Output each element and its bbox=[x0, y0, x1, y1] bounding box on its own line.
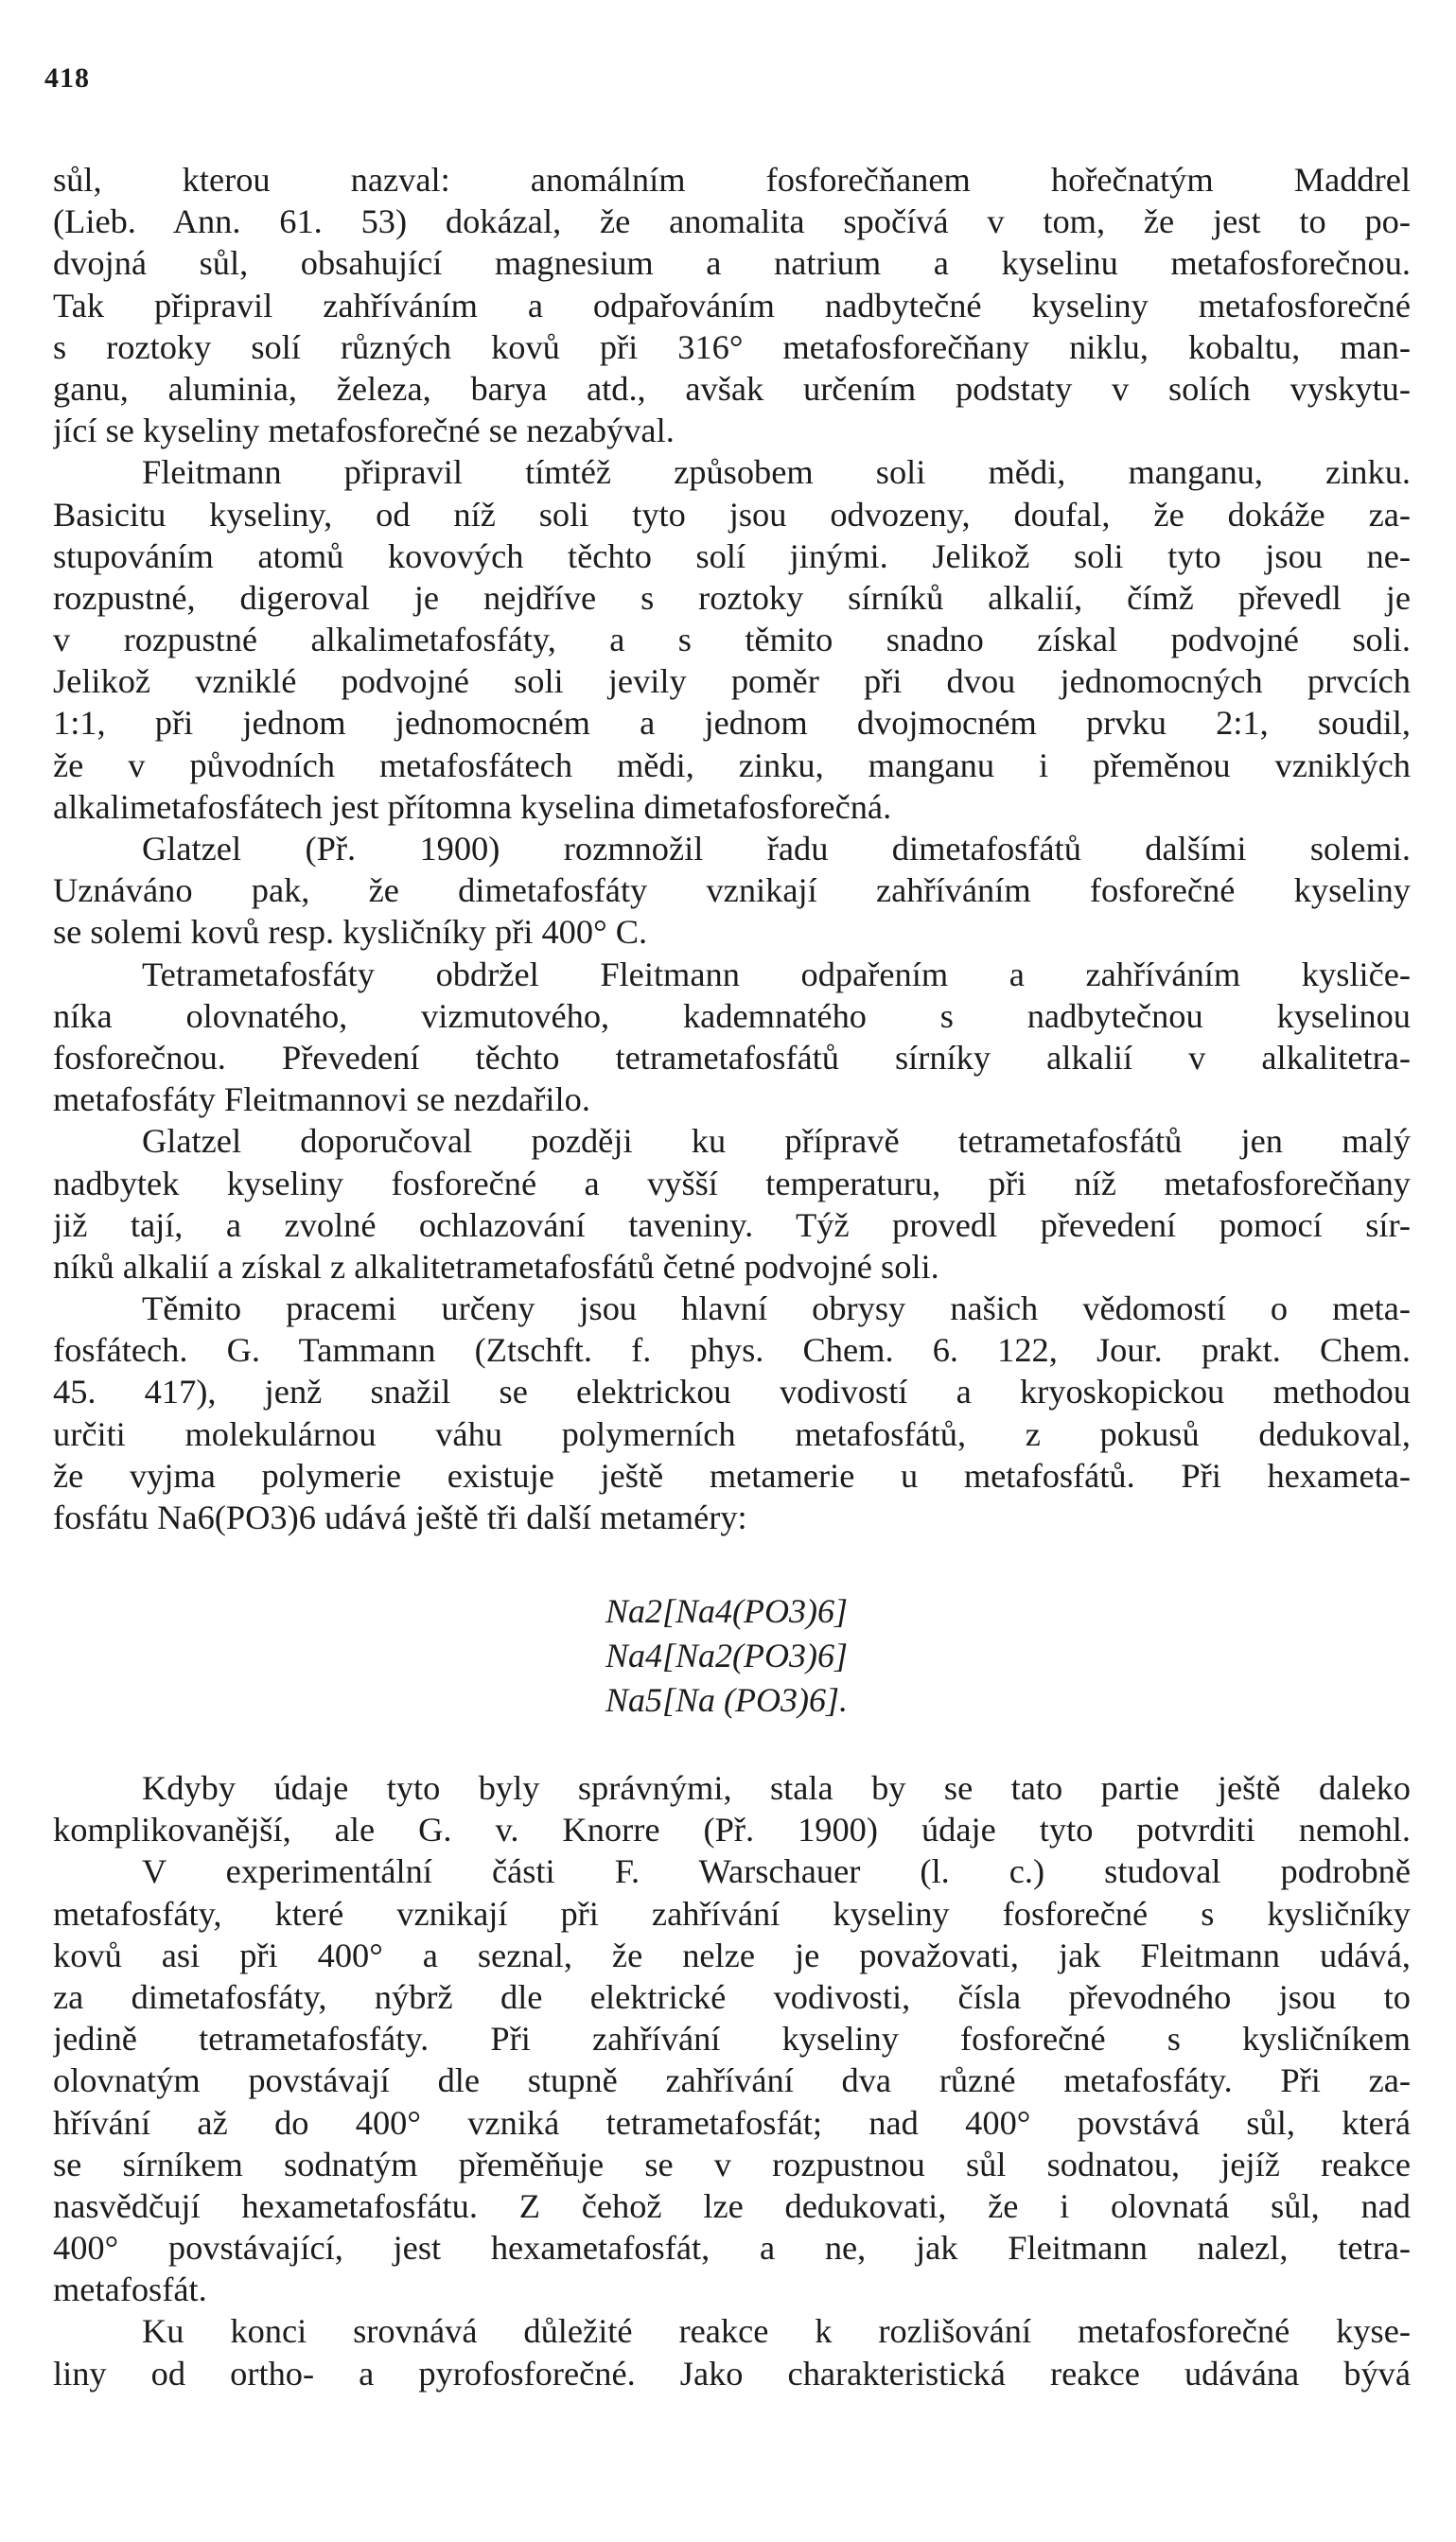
text-line: metafosfáty, které vznikají při zahřívání kyseliny fosforečné s kysličníky bbox=[53, 1894, 1411, 1933]
text-line: jící se kyseliny metafosforečné se nezabýval. bbox=[53, 412, 675, 450]
text-line: metafosfáty Fleitmannovi se nezdařilo. bbox=[53, 1080, 590, 1119]
text-line: Glatzel doporučoval později ku přípravě tetrametafosfátů jen malý bbox=[142, 1122, 1411, 1161]
text-line: Kdyby údaje tyto byly správnými, stala by se tato partie ještě daleko bbox=[142, 1769, 1411, 1807]
body-text-upper bbox=[53, 159, 1411, 1538]
text-line: níků alkalií a získal z alkalitetrametafosfátů četné podvojné soli. bbox=[53, 1247, 939, 1286]
formula-line: Na4[Na2(PO3)6] bbox=[605, 1637, 849, 1674]
text-line: Tak připravil zahříváním a odpařováním nadbytečné kyseliny metafosforečné bbox=[53, 286, 1411, 324]
text-line: již tají, a zvolné ochlazování taveniny. Týž provedl převedení pomocí sír- bbox=[53, 1205, 1411, 1244]
text-line: určiti molekulárnou váhu polymerních metafosfátů, z pokusů dedukoval, bbox=[53, 1414, 1411, 1453]
text-line: fosfátu Na6(PO3)6 udává ještě tři další metaméry: bbox=[53, 1499, 747, 1536]
text-line: hřívání až do 400° vzniká tetrametafosfát; nad 400° povstává sůl, která bbox=[53, 2103, 1411, 2142]
text-line: v rozpustné alkalimetafosfáty, a s těmito snadno získal podvojné soli. bbox=[53, 621, 1411, 659]
text-line: stupováním atomů kovových těchto solí jinými. Jelikož soli tyto jsou ne- bbox=[53, 536, 1411, 575]
text-line: níka olovnatého, vizmutového, kademnatého s nadbytečnou kyselinou bbox=[53, 996, 1411, 1035]
text-line: dvojná sůl, obsahující magnesium a natrium a kyselinu metafosforečnou. bbox=[53, 244, 1411, 283]
text-line: fosfátech. G. Tammann (Ztschft. f. phys. Chem. 6. 122, Jour. prakt. Chem. bbox=[53, 1331, 1411, 1370]
text-line: rozpustné, digeroval je nejdříve s roztoky sírníků alkalií, čímž převedl je bbox=[53, 578, 1411, 617]
text-line: Basicitu kyseliny, od níž soli tyto jsou odvozeny, doufal, že dokáže za- bbox=[53, 495, 1411, 534]
text-line: komplikovanější, ale G. v. Knorre (Př. 1900) údaje tyto potvrditi nemohl. bbox=[53, 1811, 1411, 1850]
text-line: sůl, kterou nazval: anomálním fosforečňanem hořečnatým Maddrel bbox=[53, 161, 1411, 199]
formula-block bbox=[605, 1589, 1003, 1723]
text-line: metafosfát. bbox=[53, 2270, 207, 2309]
text-line: s roztoky solí různých kovů při 316° metafosforečňany niklu, kobaltu, man- bbox=[53, 327, 1411, 366]
text-line: Těmito pracemi určeny jsou hlavní obrysy našich vědomostí o meta- bbox=[142, 1289, 1411, 1328]
text-line: alkalimetafosfátech jest přítomna kyselina dimetafosforečná. bbox=[53, 787, 892, 826]
text-line: liny od ortho- a pyrofosforečné. Jako charakteristická reakce udávána bývá bbox=[53, 2354, 1411, 2393]
text-line: fosforečnou. Převedení těchto tetrametafosfátů sírníky alkalií v alkalitetra- bbox=[53, 1038, 1411, 1077]
text-line: Fleitmann připravil tímtéž způsobem soli mědi, manganu, zinku. bbox=[142, 453, 1411, 492]
text-line: (Lieb. Ann. 61. 53) dokázal, že anomalita spočívá v tom, že jest to po- bbox=[53, 202, 1411, 241]
text-line: Jelikož vzniklé podvojné soli jevily poměr při dvou jednomocných prvcích bbox=[53, 662, 1411, 701]
formula-line: Na5[Na (PO3)6]. bbox=[605, 1681, 849, 1719]
text-line: Tetrametafosfáty obdržel Fleitmann odpařením a zahříváním kysliče- bbox=[142, 955, 1411, 993]
formula-line: Na2[Na4(PO3)6] bbox=[605, 1592, 849, 1630]
text-line: V experimentální části F. Warschauer (l. c.) studoval podrobně bbox=[142, 1852, 1411, 1891]
text-line: 1:1, při jednom jednomocném a jednom dvojmocném prvku 2:1, soudil, bbox=[53, 704, 1411, 743]
text-line: olovnatým povstávají dle stupně zahřívání dva různé metafosfáty. Při za- bbox=[53, 2061, 1411, 2100]
text-line: se sírníkem sodnatým přeměňuje se v rozpustnou sůl sodnatou, jejíž reakce bbox=[53, 2145, 1411, 2183]
text-line: Ku konci srovnává důležité reakce k rozlišování metafosforečné kyse- bbox=[142, 2312, 1411, 2351]
text-line: za dimetafosfáty, nýbrž dle elektrické vodivosti, čísla převodného jsou to bbox=[53, 1977, 1411, 2016]
text-line: nasvědčují hexametafosfátu. Z čehož lze dedukovati, že i olovnatá sůl, nad bbox=[53, 2186, 1411, 2225]
text-line: že v původních metafosfátech mědi, zinku, manganu i přeměnou vzniklých bbox=[53, 745, 1411, 784]
body-text-lower bbox=[53, 1767, 1411, 2394]
text-line: se solemi kovů resp. kysličníky při 400° C. bbox=[53, 913, 648, 952]
page-number: 418 bbox=[44, 62, 90, 94]
text-line: ganu, aluminia, železa, barya atd., avšak určením podstaty v solích vyskytu- bbox=[53, 369, 1411, 408]
text-line: 400° povstávající, jest hexametafosfát, a ne, jak Fleitmann nalezl, tetra- bbox=[53, 2229, 1411, 2268]
text-line: 45. 417), jenž snažil se elektrickou vodivostí a kryoskopickou methodou bbox=[53, 1373, 1411, 1411]
text-line: kovů asi při 400° a seznal, že nelze je považovati, jak Fleitmann udává, bbox=[53, 1936, 1411, 1974]
text-line: že vyjma polymerie existuje ještě metamerie u metafosfátů. Při hexameta- bbox=[53, 1456, 1411, 1495]
text-line: Glatzel (Př. 1900) rozmnožil řadu dimetafosfátů dalšími solemi. bbox=[142, 830, 1411, 868]
text-line: Uznáváno pak, že dimetafosfáty vznikají zahříváním fosforečné kyseliny bbox=[53, 871, 1411, 910]
text-line: jedině tetrametafosfáty. Při zahřívání kyseliny fosforečné s kysličníkem bbox=[53, 2020, 1411, 2059]
text-line: nadbytek kyseliny fosforečné a vyšší temperaturu, při níž metafosforečňany bbox=[53, 1164, 1411, 1202]
